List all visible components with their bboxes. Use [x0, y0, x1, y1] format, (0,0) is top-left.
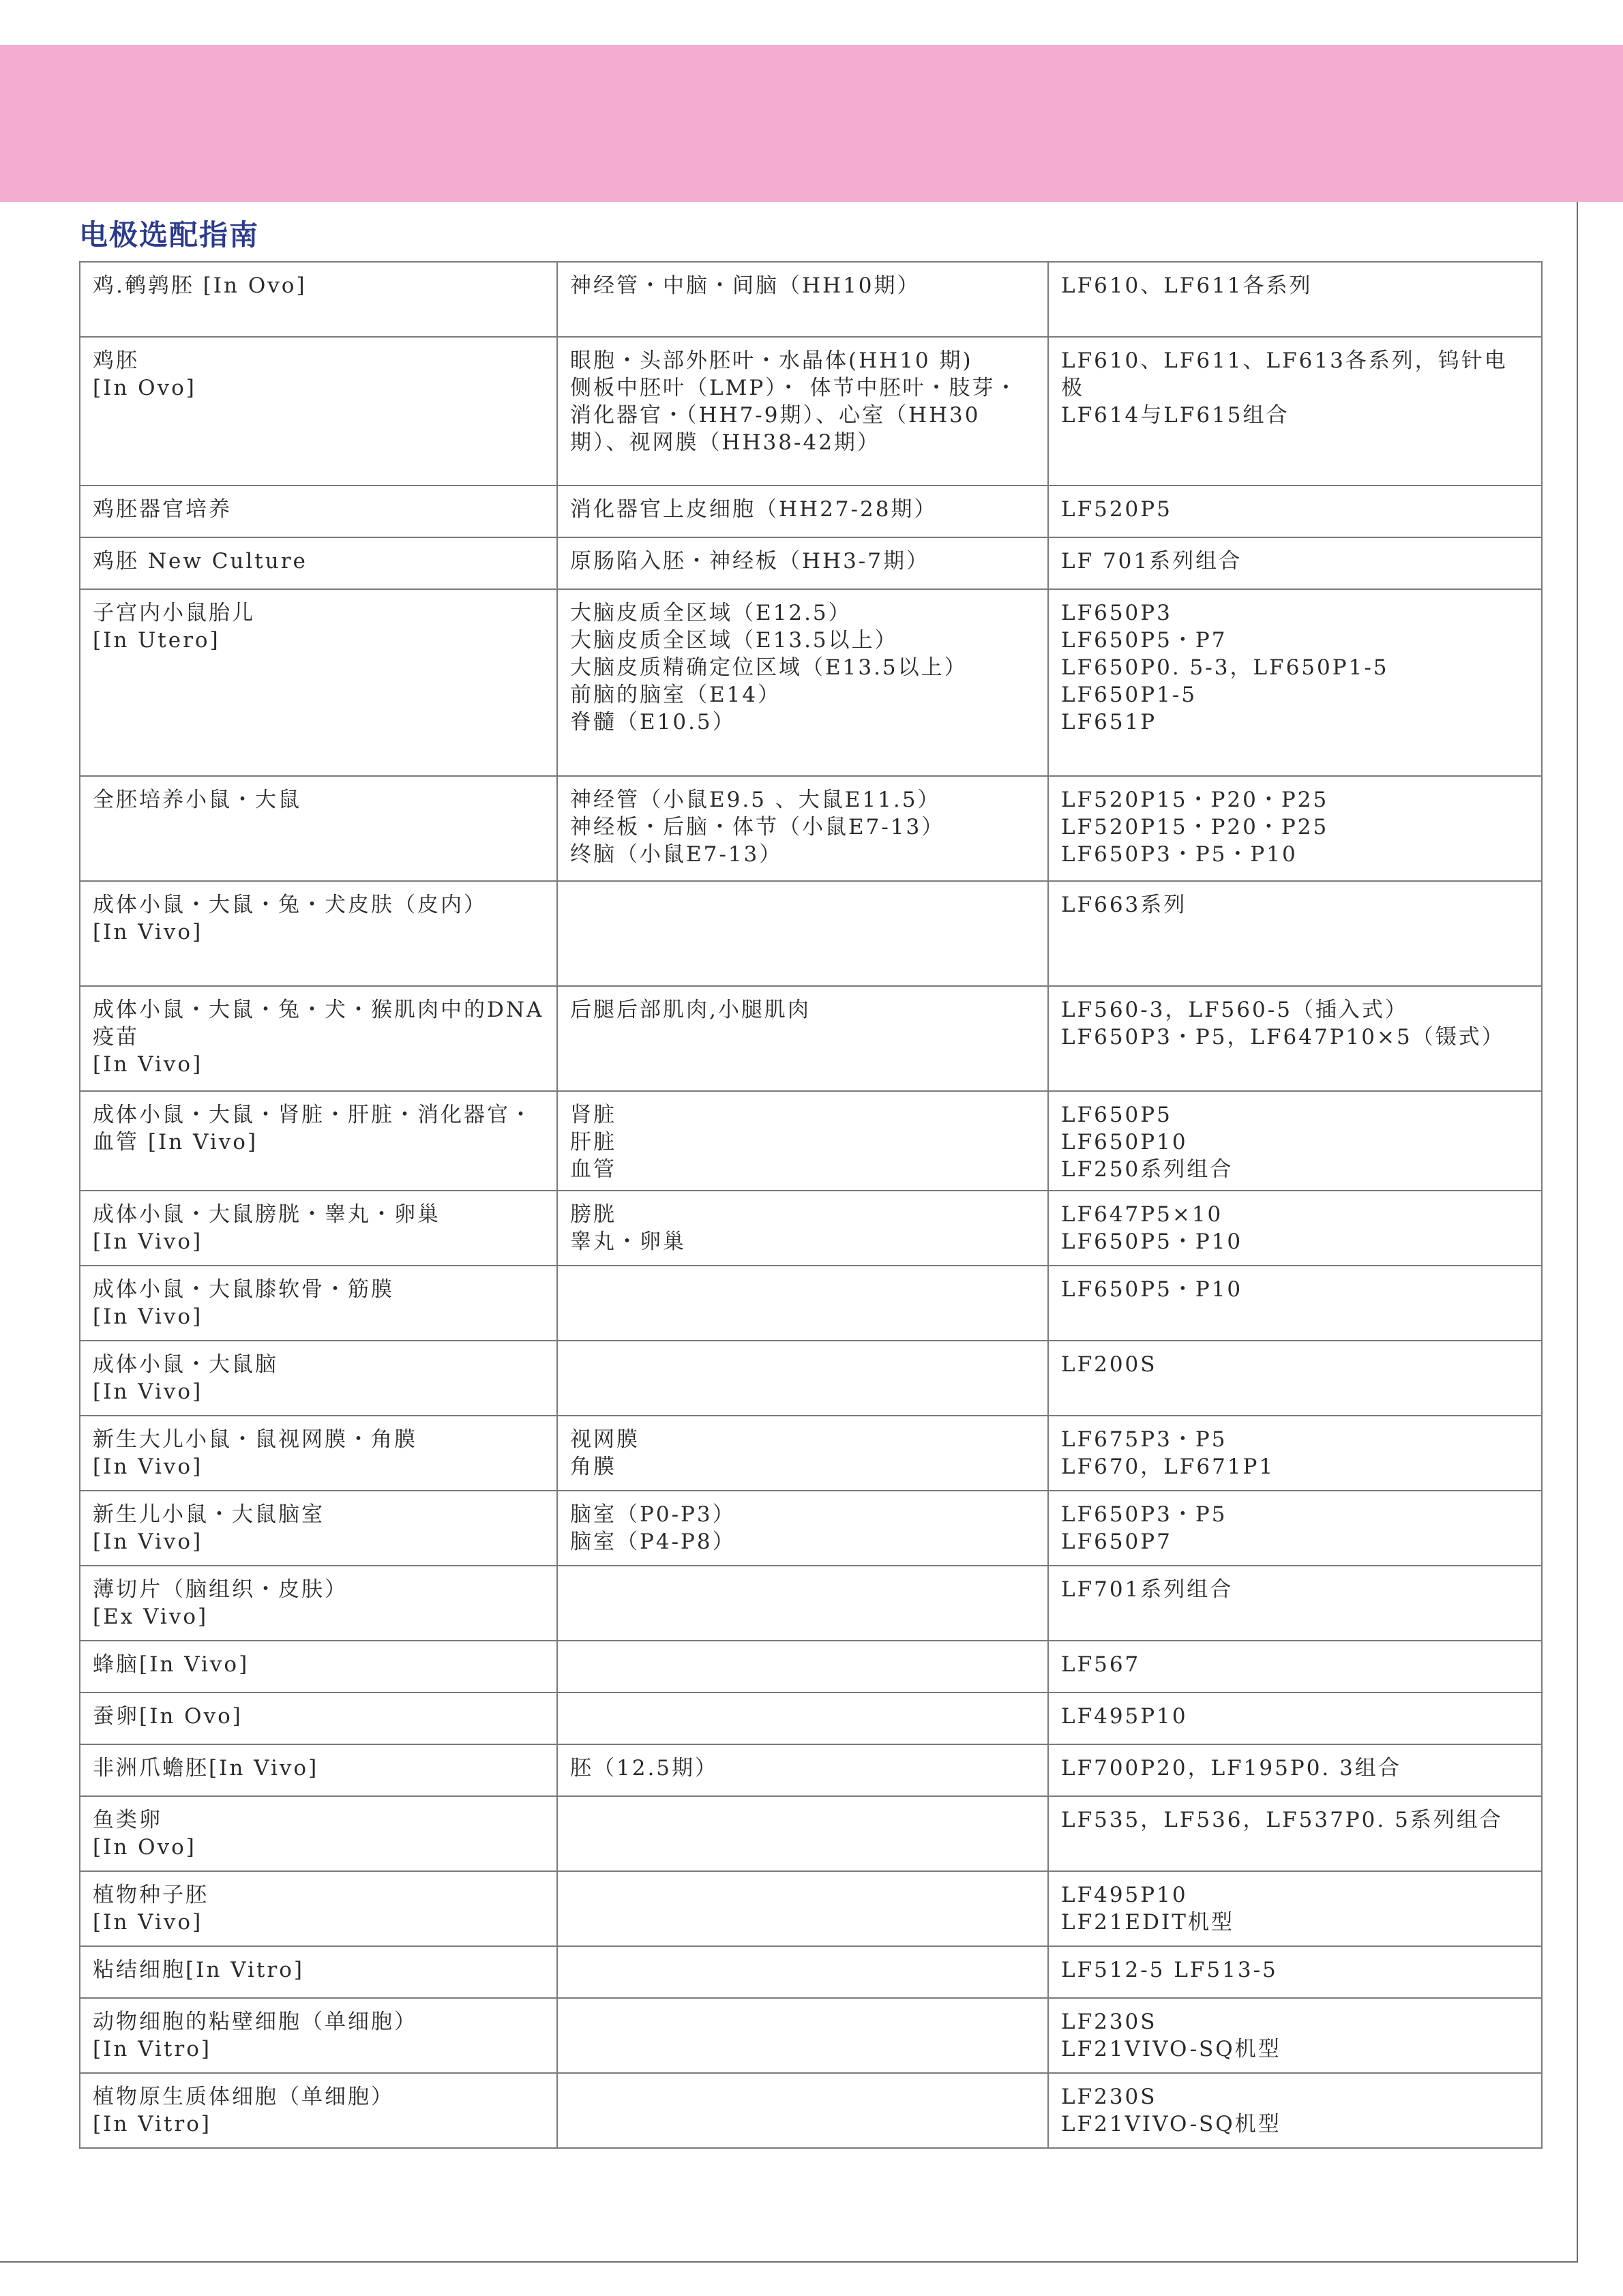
table-row	[80, 262, 1542, 337]
target-cell	[557, 2073, 1048, 2148]
electrode-cell: LF535，LF536，LF537P0. 5系列组合	[1048, 1796, 1542, 1871]
target-cell	[557, 1693, 1048, 1744]
sample-cell: 鸡胚 New Culture	[80, 537, 557, 589]
sample-cell: 鸡胚 [In Ovo]	[80, 337, 557, 486]
target-cell	[557, 1796, 1048, 1871]
target-cell	[557, 1641, 1048, 1693]
table-row	[80, 1266, 1542, 1341]
sample-cell: 成体小鼠・大鼠・肾脏・肝脏・消化器官・血管 [In Vivo]	[80, 1091, 557, 1191]
electrode-cell: LF230S LF21VIVO-SQ机型	[1048, 1998, 1542, 2073]
target-cell	[557, 881, 1048, 986]
target-cell: 肾脏 肝脏 血管	[557, 1091, 1048, 1191]
sample-cell: 蜂脑[In Vivo]	[80, 1641, 557, 1693]
table-row	[80, 337, 1542, 486]
target-cell: 神经管（小鼠E9.5 、大鼠E11.5） 神经板・后脑・体节（小鼠E7-13） 终脑（小鼠E7-13）	[557, 776, 1048, 881]
table-row	[80, 881, 1542, 986]
sample-cell: 成体小鼠・大鼠・兔・犬・猴肌肉中的DNA疫苗 [In Vivo]	[80, 986, 557, 1091]
table-row	[80, 537, 1542, 589]
sample-cell: 成体小鼠・大鼠膝软骨・筋膜 [In Vivo]	[80, 1266, 557, 1341]
table-row	[80, 486, 1542, 537]
table-row	[80, 1744, 1542, 1796]
table-row	[80, 589, 1542, 776]
electrode-cell: LF610、LF611各系列	[1048, 262, 1542, 337]
table-row	[80, 1191, 1542, 1266]
target-cell	[557, 1566, 1048, 1641]
sample-cell: 鸡胚器官培养	[80, 486, 557, 537]
sample-cell: 新生大儿小鼠・鼠视网膜・角膜 [In Vivo]	[80, 1416, 557, 1491]
electrode-cell: LF700P20，LF195P0. 3组合	[1048, 1744, 1542, 1796]
target-cell: 眼胞・头部外胚叶・水晶体(HH10 期) 侧板中胚叶（LMP）・ 体节中胚叶・肢芽・消化器官・（HH7-9期）、心室（HH30 期）、视网膜（HH38-42期）	[557, 337, 1048, 486]
table-row	[80, 2073, 1542, 2148]
electrode-cell: LF650P5・P10	[1048, 1266, 1542, 1341]
electrode-cell: LF520P5	[1048, 486, 1542, 537]
target-cell: 原肠陷入胚・神经板（HH3-7期）	[557, 537, 1048, 589]
sample-cell: 动物细胞的粘壁细胞（单细胞） [In Vitro]	[80, 1998, 557, 2073]
sample-cell: 新生儿小鼠・大鼠脑室 [In Vivo]	[80, 1491, 557, 1566]
target-cell	[557, 1998, 1048, 2073]
sample-cell: 成体小鼠・大鼠・兔・犬皮肤（皮内） [In Vivo]	[80, 881, 557, 986]
electrode-guide-table	[79, 261, 1543, 2149]
electrode-cell: LF560-3，LF560-5（插入式）LF650P3・P5，LF647P10×5（镊式）	[1048, 986, 1542, 1091]
electrode-cell: LF650P5 LF650P10 LF250系列组合	[1048, 1091, 1542, 1191]
electrode-cell: LF701系列组合	[1048, 1566, 1542, 1641]
electrode-cell: LF495P10 LF21EDIT机型	[1048, 1871, 1542, 1946]
electrode-cell: LF512-5 LF513-5	[1048, 1946, 1542, 1998]
table-row	[80, 1871, 1542, 1946]
table-row	[80, 986, 1542, 1091]
target-cell: 膀胱 睾丸・卵巢	[557, 1191, 1048, 1266]
header-banner	[0, 45, 1623, 202]
target-cell	[557, 1946, 1048, 1998]
sample-cell: 植物种子胚 [In Vivo]	[80, 1871, 557, 1946]
table-row	[80, 1641, 1542, 1693]
table-row	[80, 1091, 1542, 1191]
electrode-cell: LF495P10	[1048, 1693, 1542, 1744]
table-row	[80, 1341, 1542, 1416]
target-cell: 消化器官上皮细胞（HH27-28期）	[557, 486, 1048, 537]
electrode-cell: LF520P15・P20・P25 LF520P15・P20・P25 LF650P3・P5・P10	[1048, 776, 1542, 881]
target-cell	[557, 1871, 1048, 1946]
target-cell: 神经管・中脑・间脑（HH10期）	[557, 262, 1048, 337]
table-row	[80, 1693, 1542, 1744]
target-cell: 视网膜 角膜	[557, 1416, 1048, 1491]
electrode-cell: LF200S	[1048, 1341, 1542, 1416]
sample-cell: 非洲爪蟾胚[In Vivo]	[80, 1744, 557, 1796]
sample-cell: 蚕卵[In Ovo]	[80, 1693, 557, 1744]
table-row	[80, 1416, 1542, 1491]
sample-cell: 成体小鼠・大鼠膀胱・睾丸・卵巢 [In Vivo]	[80, 1191, 557, 1266]
target-cell: 胚（12.5期）	[557, 1744, 1048, 1796]
electrode-cell: LF647P5×10 LF650P5・P10	[1048, 1191, 1542, 1266]
target-cell	[557, 1266, 1048, 1341]
page-border-right	[1577, 202, 1578, 2263]
electrode-cell: LF675P3・P5 LF670，LF671P1	[1048, 1416, 1542, 1491]
target-cell	[557, 1341, 1048, 1416]
table-body	[80, 262, 1542, 2148]
electrode-cell: LF 701系列组合	[1048, 537, 1542, 589]
electrode-cell: LF230S LF21VIVO-SQ机型	[1048, 2073, 1542, 2148]
sample-cell: 薄切片（脑组织・皮肤） [Ex Vivo]	[80, 1566, 557, 1641]
sample-cell: 子宫内小鼠胎儿 [In Utero]	[80, 589, 557, 776]
sample-cell: 全胚培养小鼠・大鼠	[80, 776, 557, 881]
target-cell: 大脑皮质全区域（E12.5） 大脑皮质全区域（E13.5以上） 大脑皮质精确定位区域（E13.5以上） 前脑的脑室（E14） 脊髓（E10.5）	[557, 589, 1048, 776]
electrode-cell: LF610、LF611、LF613各系列，钨针电极 LF614与LF615组合	[1048, 337, 1542, 486]
sample-cell: 鸡.鹌鹑胚 [In Ovo]	[80, 262, 557, 337]
sample-cell: 鱼类卵 [In Ovo]	[80, 1796, 557, 1871]
table-row	[80, 1566, 1542, 1641]
page-border-bottom	[0, 2261, 1578, 2263]
table-row	[80, 1998, 1542, 2073]
electrode-cell: LF650P3 LF650P5・P7 LF650P0. 5-3，LF650P1-5 LF650P1-5 LF651P	[1048, 589, 1542, 776]
sample-cell: 成体小鼠・大鼠脑 [In Vivo]	[80, 1341, 557, 1416]
table-row	[80, 1491, 1542, 1566]
electrode-cell: LF663系列	[1048, 881, 1542, 986]
electrode-cell: LF650P3・P5 LF650P7	[1048, 1491, 1542, 1566]
electrode-cell: LF567	[1048, 1641, 1542, 1693]
target-cell: 后腿后部肌肉,小腿肌肉	[557, 986, 1048, 1091]
table-row	[80, 1796, 1542, 1871]
target-cell: 脑室（P0-P3） 脑室（P4-P8）	[557, 1491, 1048, 1566]
sample-cell: 植物原生质体细胞（单细胞） [In Vitro]	[80, 2073, 557, 2148]
table-row	[80, 1946, 1542, 1998]
table-row	[80, 776, 1542, 881]
sample-cell: 粘结细胞[In Vitro]	[80, 1946, 557, 1998]
page-title: 电极选配指南	[79, 218, 260, 252]
